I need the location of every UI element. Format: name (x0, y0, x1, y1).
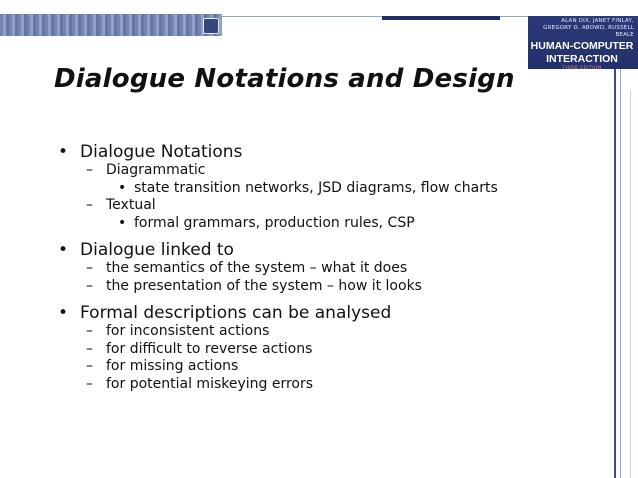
sub-item-label: the presentation of the system – how it looks (106, 277, 422, 294)
bullet-label: Formal descriptions can be analysed (80, 303, 392, 323)
bullet-label: Dialogue linked to (80, 240, 234, 260)
sub-sub-item-diagrammatic (58, 180, 598, 198)
book-edition: THIRD EDITION (562, 66, 602, 71)
dash-icon: – (86, 162, 93, 178)
book-authors-1: ALAN DIX, JANET FINLAY, (561, 18, 634, 24)
bullet-label: Dialogue Notations (80, 142, 243, 162)
right-divider (614, 69, 616, 478)
dash-icon: – (86, 323, 93, 339)
right-divider-faint (630, 90, 631, 478)
slide-title: Dialogue Notations and Design (54, 64, 515, 94)
slide-body (58, 142, 598, 393)
book-cover (528, 16, 638, 69)
sub-item-semantics (58, 260, 598, 278)
sub-item-label: Diagrammatic (106, 162, 206, 178)
sub-item-label: the semantics of the system – what it does (106, 260, 408, 276)
dash-icon: – (86, 375, 93, 392)
book-title-2: INTERACTION (546, 53, 618, 65)
logo-icon (203, 18, 219, 34)
book-authors-2: GREGORY D. ABOWD, RUSSELL BEALE (543, 25, 634, 38)
bullet-formal-descriptions (58, 303, 598, 323)
bullet-dialogue-linked (58, 240, 598, 260)
dash-icon: – (86, 340, 93, 357)
sub-item-inconsistent (58, 323, 598, 341)
dash-icon: – (86, 197, 93, 213)
top-pattern-banner (0, 14, 222, 36)
sub-item-label: for difficult to reverse actions (106, 340, 313, 357)
sub-item-textual (58, 197, 598, 215)
right-divider-thin (620, 69, 621, 478)
dash-icon: – (86, 277, 93, 294)
bullet-dialogue-notations (58, 142, 598, 162)
sub-item-label: for missing actions (106, 358, 239, 374)
sub-sub-item-textual (58, 215, 598, 233)
sub-item-difficult-reverse (58, 341, 598, 359)
bullet-icon: • (58, 240, 69, 260)
bullet-icon: • (58, 142, 69, 162)
sub-item-label: Textual (106, 197, 156, 213)
sub-item-presentation (58, 278, 598, 296)
bullet-icon: • (118, 179, 127, 196)
sub-item-missing (58, 358, 598, 376)
dash-icon: – (86, 260, 93, 276)
sub-item-label: for potential miskeying errors (106, 375, 314, 392)
bullet-icon: • (118, 214, 127, 231)
book-title-1: HUMAN-COMPUTER (530, 40, 634, 52)
top-accent-bar (382, 16, 500, 20)
sub-item-label: for inconsistent actions (106, 323, 270, 339)
sub-item-diagrammatic (58, 162, 598, 180)
sub-sub-item-label: formal grammars, production rules, CSP (134, 214, 415, 231)
sub-sub-item-label: state transition networks, JSD diagrams, flow charts (134, 179, 498, 196)
sub-item-miskeying (58, 376, 598, 394)
dash-icon: – (86, 358, 93, 374)
bullet-icon: • (58, 303, 69, 323)
